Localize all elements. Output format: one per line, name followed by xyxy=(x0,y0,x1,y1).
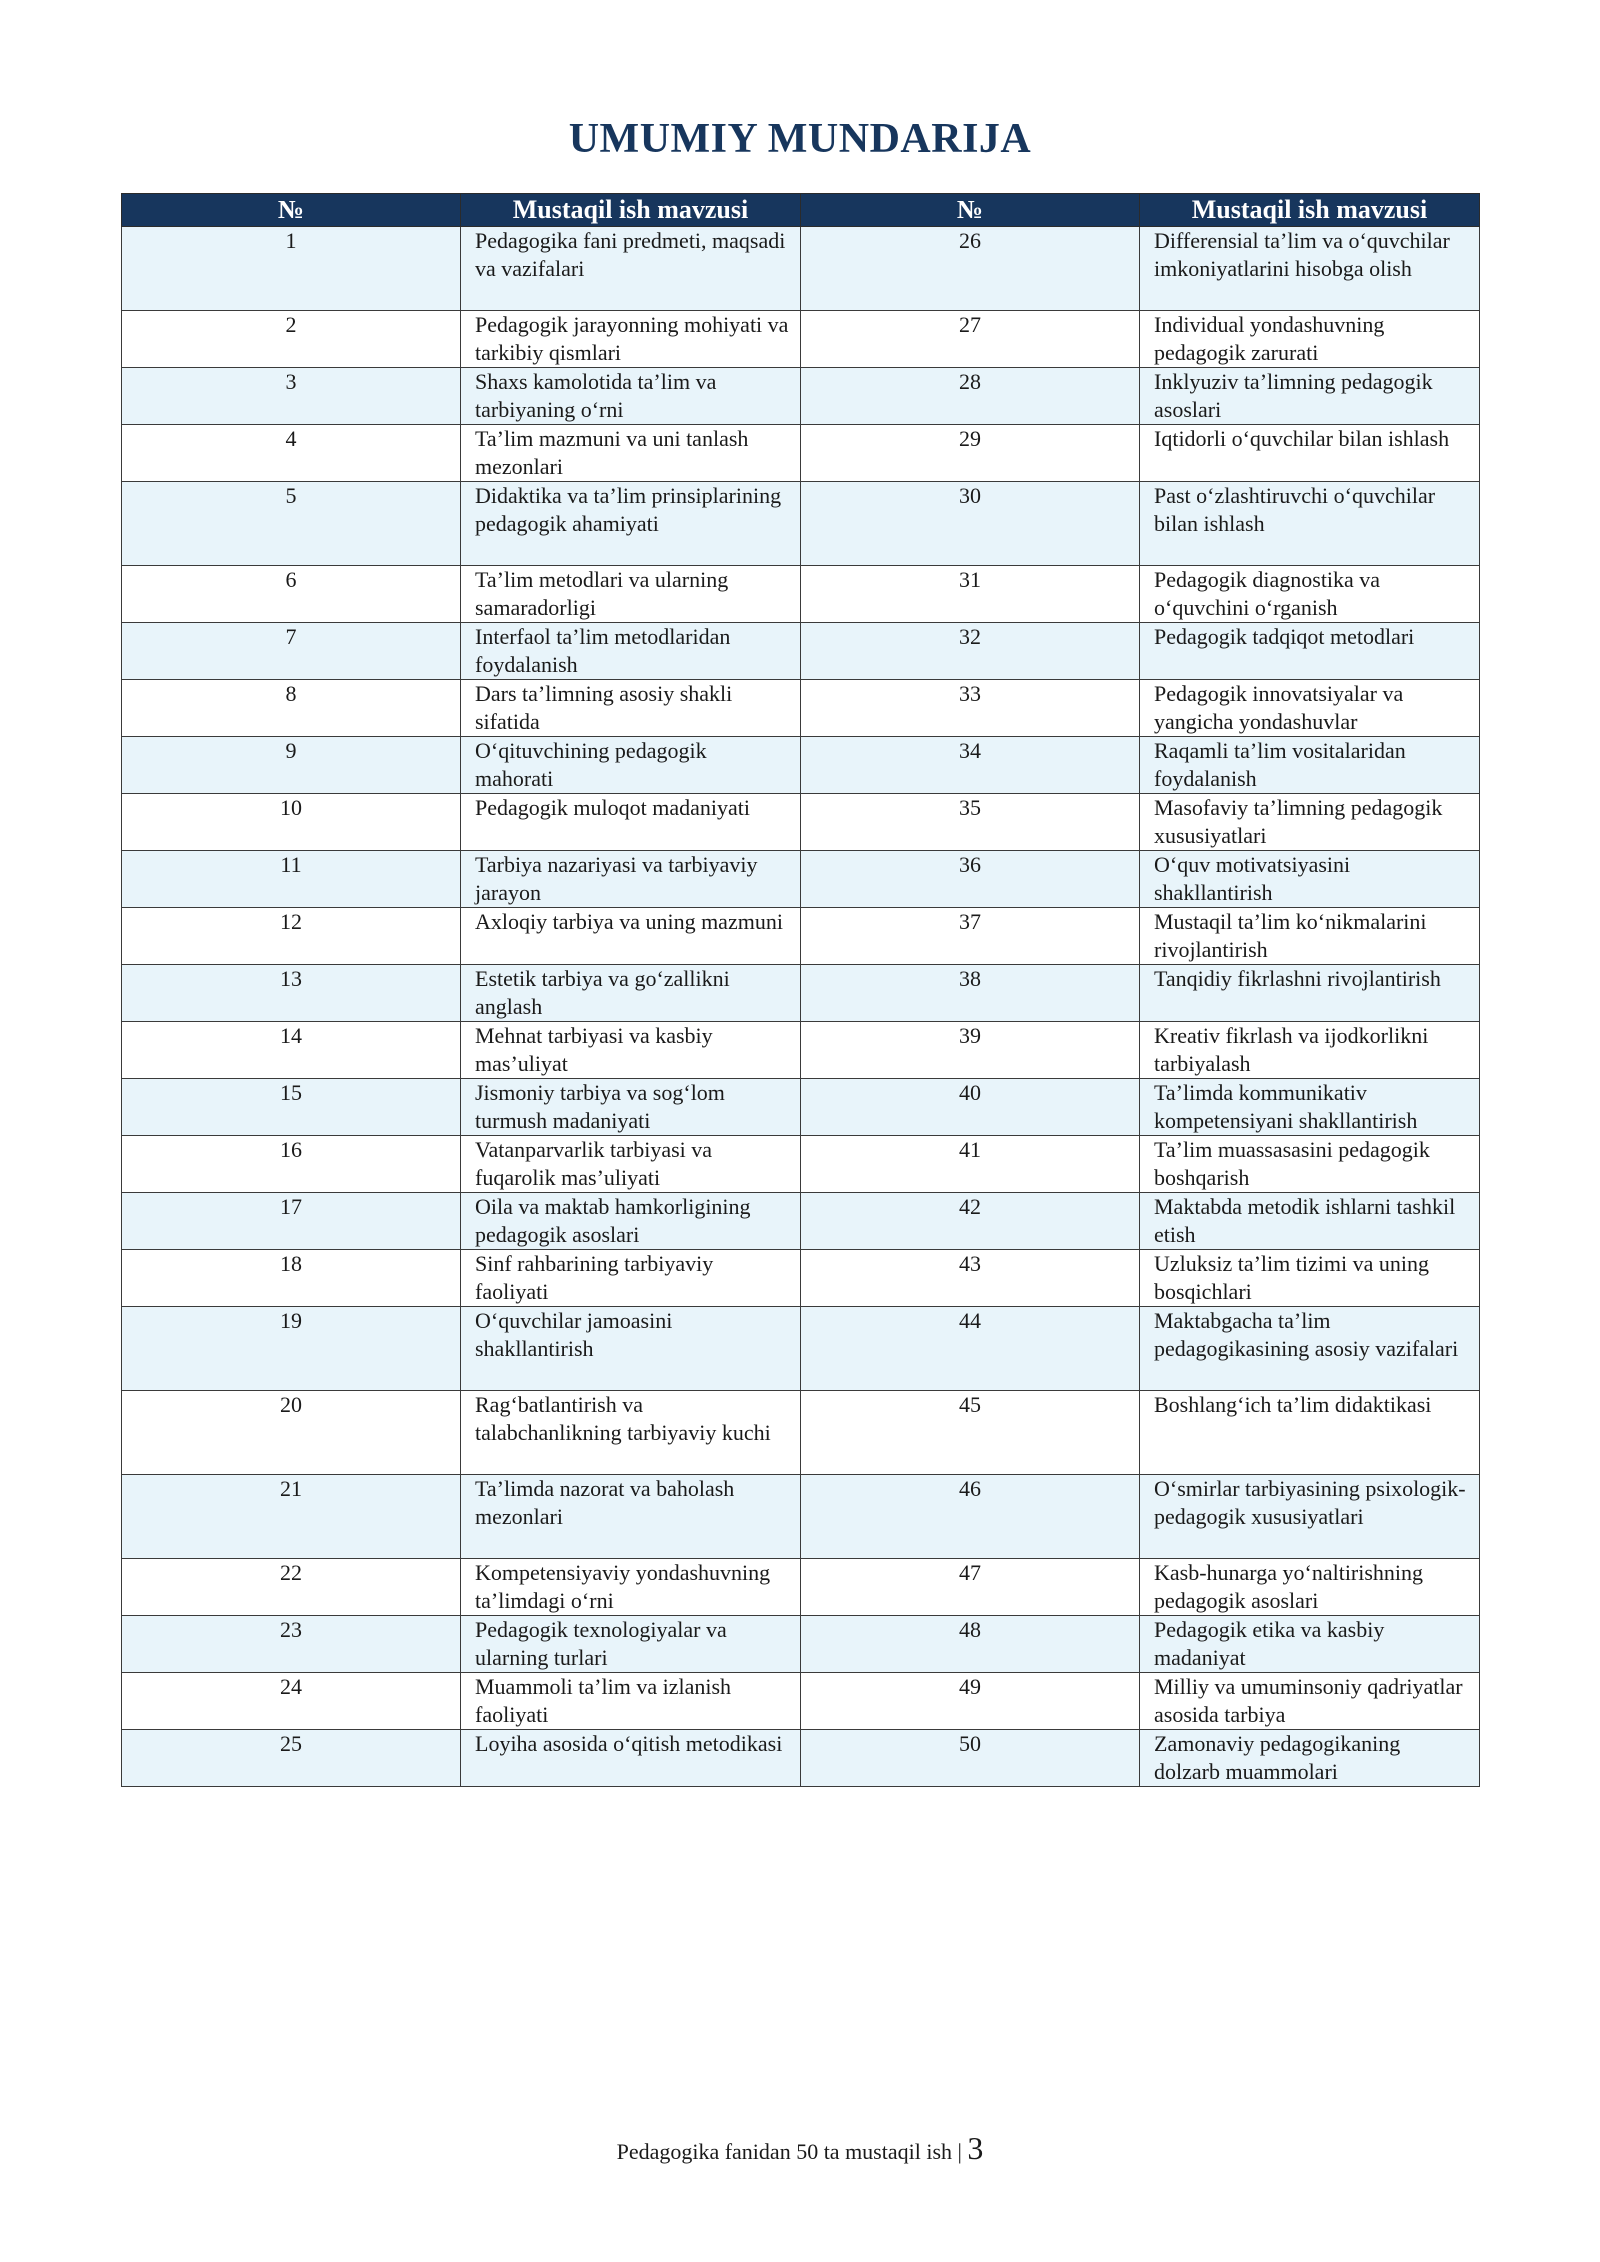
topic-title: Maktabgacha ta’lim pedagogikasining asosiy vazifalari xyxy=(1140,1307,1480,1391)
topic-title: Dars ta’limning asosiy shakli sifatida xyxy=(461,680,801,737)
topic-title: Iqtidorli o‘quvchilar bilan ishlash xyxy=(1140,425,1480,482)
topic-number: 21 xyxy=(122,1475,461,1559)
table-row xyxy=(122,1307,1480,1391)
topic-title: Estetik tarbiya va go‘zallikni anglash xyxy=(461,965,801,1022)
topic-number: 18 xyxy=(122,1250,461,1307)
topic-number: 10 xyxy=(122,794,461,851)
topic-title: Pedagogika fani predmeti, maqsadi va vazifalari xyxy=(461,227,801,311)
topic-title: O‘qituvchining pedagogik mahorati xyxy=(461,737,801,794)
topic-title: Ta’lim muassasasini pedagogik boshqarish xyxy=(1140,1136,1480,1193)
topic-title: Shaxs kamolotida ta’lim va tarbiyaning o‘rni xyxy=(461,368,801,425)
topic-number: 23 xyxy=(122,1616,461,1673)
table-row xyxy=(122,1022,1480,1079)
topic-number: 40 xyxy=(801,1079,1140,1136)
topic-number: 4 xyxy=(122,425,461,482)
topic-title: Pedagogik tadqiqot metodlari xyxy=(1140,623,1480,680)
topic-title: Tanqidiy fikrlashni rivojlantirish xyxy=(1140,965,1480,1022)
topic-title: Pedagogik etika va kasbiy madaniyat xyxy=(1140,1616,1480,1673)
topic-title: Loyiha asosida o‘qitish metodikasi xyxy=(461,1730,801,1787)
topic-number: 43 xyxy=(801,1250,1140,1307)
table-row xyxy=(122,794,1480,851)
topic-title: Kasb-hunarga yo‘naltirishning pedagogik asoslari xyxy=(1140,1559,1480,1616)
topic-number: 49 xyxy=(801,1673,1140,1730)
topic-number: 1 xyxy=(122,227,461,311)
table-row xyxy=(122,1136,1480,1193)
footer-text: Pedagogika fanidan 50 ta mustaqil ish xyxy=(616,2139,953,2164)
table-row xyxy=(122,482,1480,566)
topic-title: Pedagogik muloqot madaniyati xyxy=(461,794,801,851)
topic-title: Pedagogik innovatsiyalar va yangicha yondashuvlar xyxy=(1140,680,1480,737)
topic-number: 50 xyxy=(801,1730,1140,1787)
table-body xyxy=(122,227,1480,1787)
table-row xyxy=(122,737,1480,794)
topic-number: 28 xyxy=(801,368,1140,425)
topic-number: 30 xyxy=(801,482,1140,566)
topic-number: 3 xyxy=(122,368,461,425)
contents-table xyxy=(121,193,1480,1787)
topic-number: 17 xyxy=(122,1193,461,1250)
topic-title: Past o‘zlashtiruvchi o‘quvchilar bilan ishlash xyxy=(1140,482,1480,566)
topic-number: 11 xyxy=(122,851,461,908)
table-row xyxy=(122,227,1480,311)
topic-title: Mustaqil ta’lim ko‘nikmalarini rivojlantirish xyxy=(1140,908,1480,965)
topic-title: Individual yondashuvning pedagogik zarurati xyxy=(1140,311,1480,368)
table-row xyxy=(122,680,1480,737)
topic-number: 31 xyxy=(801,566,1140,623)
topic-title: Ta’limda kommunikativ kompetensiyani shakllantirish xyxy=(1140,1079,1480,1136)
footer-separator: | xyxy=(957,2139,962,2164)
topic-title: Jismoniy tarbiya va sog‘lom turmush madaniyati xyxy=(461,1079,801,1136)
topic-number: 41 xyxy=(801,1136,1140,1193)
topic-number: 33 xyxy=(801,680,1140,737)
topic-number: 5 xyxy=(122,482,461,566)
topic-number: 8 xyxy=(122,680,461,737)
topic-title: Pedagogik jarayonning mohiyati va tarkibiy qismlari xyxy=(461,311,801,368)
topic-title: O‘smirlar tarbiyasining psixologik-pedagogik xususiyatlari xyxy=(1140,1475,1480,1559)
topic-title: Ta’limda nazorat va baholash mezonlari xyxy=(461,1475,801,1559)
table-row xyxy=(122,1673,1480,1730)
topic-number: 39 xyxy=(801,1022,1140,1079)
topic-title: Interfaol ta’lim metodlaridan foydalanish xyxy=(461,623,801,680)
column-header-number: № xyxy=(801,194,1140,227)
topic-number: 12 xyxy=(122,908,461,965)
topic-title: Mehnat tarbiyasi va kasbiy mas’uliyat xyxy=(461,1022,801,1079)
topic-number: 47 xyxy=(801,1559,1140,1616)
topic-title: Boshlang‘ich ta’lim didaktikasi xyxy=(1140,1391,1480,1475)
topic-number: 24 xyxy=(122,1673,461,1730)
topic-title: Ta’lim metodlari va ularning samaradorligi xyxy=(461,566,801,623)
topic-number: 48 xyxy=(801,1616,1140,1673)
topic-number: 37 xyxy=(801,908,1140,965)
column-header-topic: Mustaqil ish mavzusi xyxy=(1140,194,1480,227)
topic-title: Muammoli ta’lim va izlanish faoliyati xyxy=(461,1673,801,1730)
topic-number: 14 xyxy=(122,1022,461,1079)
topic-title: Rag‘batlantirish va talabchanlikning tarbiyaviy kuchi xyxy=(461,1391,801,1475)
table-row xyxy=(122,623,1480,680)
topic-number: 2 xyxy=(122,311,461,368)
topic-number: 42 xyxy=(801,1193,1140,1250)
table-row xyxy=(122,1730,1480,1787)
table-row xyxy=(122,1193,1480,1250)
topic-title: Uzluksiz ta’lim tizimi va uning bosqichlari xyxy=(1140,1250,1480,1307)
page-footer xyxy=(0,2130,1600,2167)
table-row xyxy=(122,311,1480,368)
topic-title: Sinf rahbarining tarbiyaviy faoliyati xyxy=(461,1250,801,1307)
table-row xyxy=(122,965,1480,1022)
topic-number: 20 xyxy=(122,1391,461,1475)
topic-number: 7 xyxy=(122,623,461,680)
topic-title: Maktabda metodik ishlarni tashkil etish xyxy=(1140,1193,1480,1250)
topic-number: 45 xyxy=(801,1391,1140,1475)
column-header-number: № xyxy=(122,194,461,227)
table-row xyxy=(122,1391,1480,1475)
table-row xyxy=(122,1616,1480,1673)
table-row xyxy=(122,1250,1480,1307)
topic-title: Axloqiy tarbiya va uning mazmuni xyxy=(461,908,801,965)
topic-number: 32 xyxy=(801,623,1140,680)
topic-number: 22 xyxy=(122,1559,461,1616)
table-row xyxy=(122,425,1480,482)
table-row xyxy=(122,908,1480,965)
topic-title: Raqamli ta’lim vositalaridan foydalanish xyxy=(1140,737,1480,794)
topic-number: 29 xyxy=(801,425,1140,482)
topic-number: 19 xyxy=(122,1307,461,1391)
topic-title: Differensial ta’lim va o‘quvchilar imkoniyatlarini hisobga olish xyxy=(1140,227,1480,311)
table-row xyxy=(122,1079,1480,1136)
table-row xyxy=(122,1475,1480,1559)
topic-number: 13 xyxy=(122,965,461,1022)
topic-number: 34 xyxy=(801,737,1140,794)
topic-number: 16 xyxy=(122,1136,461,1193)
topic-number: 15 xyxy=(122,1079,461,1136)
topic-title: Milliy va umuminsoniy qadriyatlar asosida tarbiya xyxy=(1140,1673,1480,1730)
table-row xyxy=(122,368,1480,425)
table-row xyxy=(122,566,1480,623)
page-title: UMUMIY MUNDARIJA xyxy=(568,116,1032,162)
topic-number: 9 xyxy=(122,737,461,794)
topic-number: 38 xyxy=(801,965,1140,1022)
column-header-topic: Mustaqil ish mavzusi xyxy=(461,194,801,227)
topic-number: 44 xyxy=(801,1307,1140,1391)
topic-title: Oila va maktab hamkorligining pedagogik asoslari xyxy=(461,1193,801,1250)
topic-title: Zamonaviy pedagogikaning dolzarb muammolari xyxy=(1140,1730,1480,1787)
topic-number: 46 xyxy=(801,1475,1140,1559)
topic-number: 26 xyxy=(801,227,1140,311)
topic-title: Tarbiya nazariyasi va tarbiyaviy jarayon xyxy=(461,851,801,908)
table-row xyxy=(122,851,1480,908)
topic-title: O‘quvchilar jamoasini shakllantirish xyxy=(461,1307,801,1391)
topic-number: 25 xyxy=(122,1730,461,1787)
topic-title: Masofaviy ta’limning pedagogik xususiyatlari xyxy=(1140,794,1480,851)
topic-title: Kreativ fikrlash va ijodkorlikni tarbiyalash xyxy=(1140,1022,1480,1079)
page-number: 3 xyxy=(967,2130,984,2166)
topic-title: Pedagogik texnologiyalar va ularning turlari xyxy=(461,1616,801,1673)
topic-title: Kompetensiyaviy yondashuvning ta’limdagi o‘rni xyxy=(461,1559,801,1616)
topic-number: 27 xyxy=(801,311,1140,368)
topic-title: O‘quv motivatsiyasini shakllantirish xyxy=(1140,851,1480,908)
table-row xyxy=(122,1559,1480,1616)
topic-title: Didaktika va ta’lim prinsiplarining pedagogik ahamiyati xyxy=(461,482,801,566)
topic-number: 6 xyxy=(122,566,461,623)
table-header-row xyxy=(122,194,1480,227)
topic-title: Pedagogik diagnostika va o‘quvchini o‘rganish xyxy=(1140,566,1480,623)
topic-title: Vatanparvarlik tarbiyasi va fuqarolik mas’uliyati xyxy=(461,1136,801,1193)
topic-number: 36 xyxy=(801,851,1140,908)
topic-title: Inklyuziv ta’limning pedagogik asoslari xyxy=(1140,368,1480,425)
topic-title: Ta’lim mazmuni va uni tanlash mezonlari xyxy=(461,425,801,482)
topic-number: 35 xyxy=(801,794,1140,851)
